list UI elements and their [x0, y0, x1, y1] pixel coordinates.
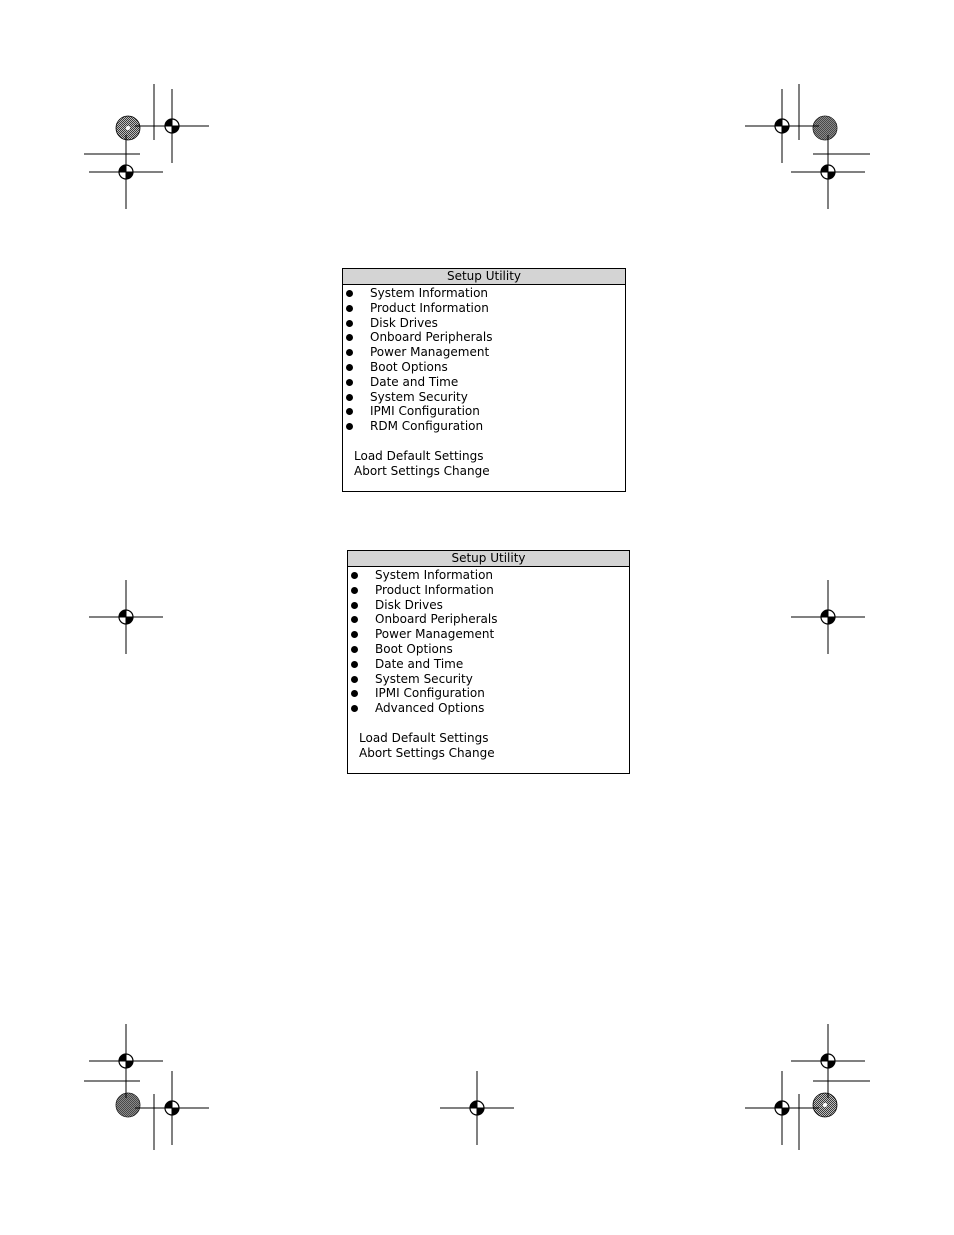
bullet-icon	[351, 690, 358, 697]
abort-settings-change-option[interactable]: Abort Settings Change	[354, 463, 490, 478]
bullet-icon	[346, 320, 353, 327]
bullet-icon	[346, 379, 353, 386]
panel-title: Setup Utility	[348, 551, 629, 567]
bullet-icon	[346, 349, 353, 356]
menu-item-power-management[interactable]: Power Management	[348, 627, 629, 642]
bullet-icon	[346, 290, 353, 297]
menu-item-onboard-peripherals[interactable]: Onboard Peripherals	[348, 612, 629, 627]
menu-item-system-security[interactable]: System Security	[348, 672, 629, 687]
menu-item-boot-options[interactable]: Boot Options	[348, 642, 629, 657]
menu-item-product-information[interactable]: Product Information	[343, 301, 625, 316]
bullet-icon	[346, 334, 353, 341]
bullet-icon	[351, 646, 358, 653]
starburst-mark-top-left	[116, 116, 140, 140]
starburst-mark-bottom-left	[116, 1093, 140, 1117]
menu-item-date-and-time[interactable]: Date and Time	[343, 375, 625, 390]
bullet-icon	[351, 616, 358, 623]
menu-item-disk-drives[interactable]: Disk Drives	[343, 316, 625, 331]
load-default-settings-option[interactable]: Load Default Settings	[359, 730, 489, 745]
bullet-icon	[351, 676, 358, 683]
menu-item-rdm-configuration[interactable]: RDM Configuration	[343, 419, 625, 434]
bullet-icon	[346, 305, 353, 312]
menu-item-ipmi-configuration[interactable]: IPMI Configuration	[348, 686, 629, 701]
panel-title: Setup Utility	[343, 269, 625, 285]
bullet-icon	[351, 661, 358, 668]
bullet-icon	[346, 364, 353, 371]
menu-item-boot-options[interactable]: Boot Options	[343, 360, 625, 375]
menu-item-power-management[interactable]: Power Management	[343, 345, 625, 360]
menu-item-system-information[interactable]: System Information	[343, 286, 625, 301]
bullet-icon	[346, 423, 353, 430]
bullet-icon	[351, 587, 358, 594]
setup-utility-panel-1	[342, 268, 626, 492]
load-default-settings-option[interactable]: Load Default Settings	[354, 448, 484, 463]
action-list	[343, 449, 625, 479]
menu-item-advanced-options[interactable]: Advanced Options	[348, 701, 629, 716]
bullet-icon	[351, 705, 358, 712]
abort-settings-change-option[interactable]: Abort Settings Change	[359, 745, 495, 760]
bullet-icon	[346, 408, 353, 415]
starburst-mark-top-right	[813, 116, 837, 140]
bullet-icon	[351, 572, 358, 579]
bullet-icon	[346, 394, 353, 401]
bullet-icon	[351, 602, 358, 609]
menu-item-product-information[interactable]: Product Information	[348, 583, 629, 598]
menu-item-date-and-time[interactable]: Date and Time	[348, 657, 629, 672]
setup-utility-panel-2	[347, 550, 630, 774]
menu-list	[348, 567, 629, 716]
menu-list	[343, 285, 625, 434]
menu-item-system-information[interactable]: System Information	[348, 568, 629, 583]
menu-item-ipmi-configuration[interactable]: IPMI Configuration	[343, 404, 625, 419]
bullet-icon	[351, 631, 358, 638]
starburst-mark-bottom-right	[813, 1093, 837, 1117]
menu-item-system-security[interactable]: System Security	[343, 390, 625, 405]
action-list	[348, 731, 629, 761]
menu-item-disk-drives[interactable]: Disk Drives	[348, 598, 629, 613]
menu-item-onboard-peripherals[interactable]: Onboard Peripherals	[343, 330, 625, 345]
